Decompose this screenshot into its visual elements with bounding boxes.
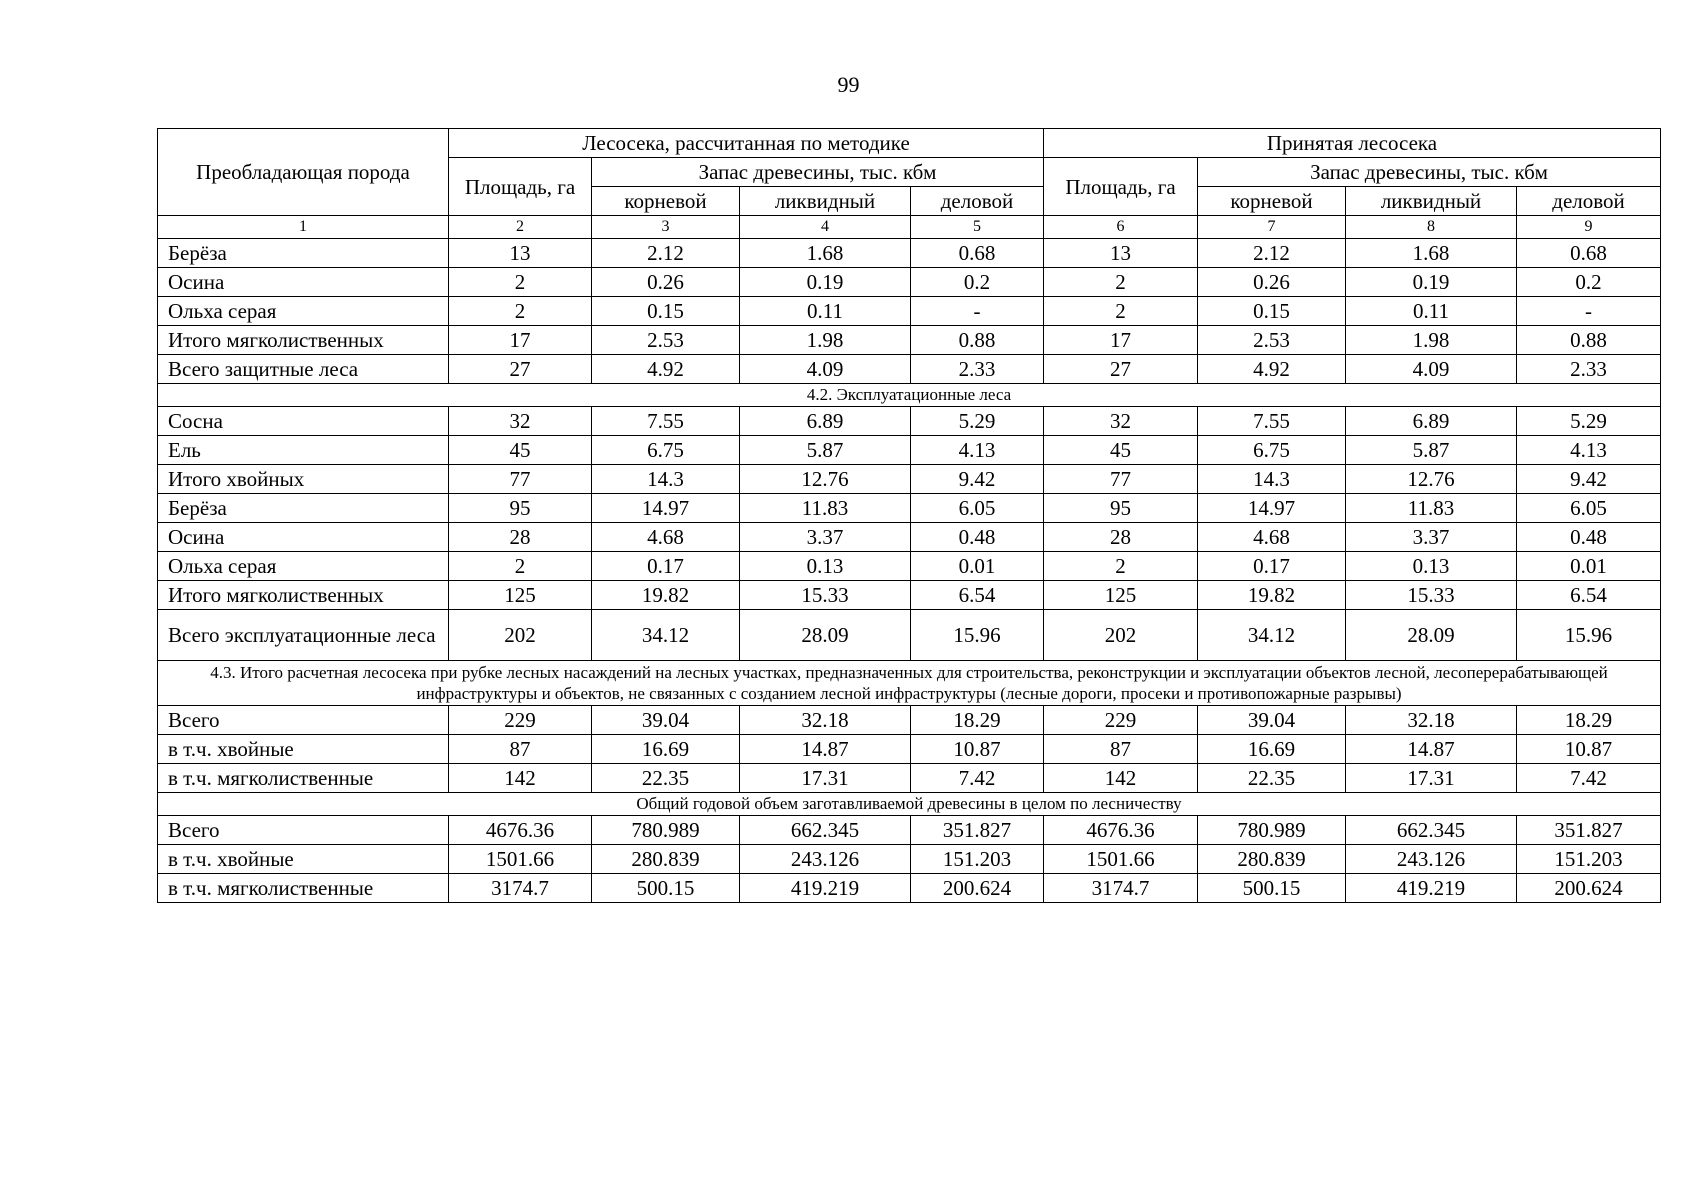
value-cell: 0.26 — [1198, 268, 1346, 297]
value-cell: 4.92 — [1198, 355, 1346, 384]
value-cell: 22.35 — [1198, 764, 1346, 793]
value-cell: 0.48 — [911, 523, 1044, 552]
value-cell: 0.2 — [1517, 268, 1661, 297]
value-cell: 45 — [449, 436, 592, 465]
section-title: 4.2. Эксплуатационные леса — [158, 384, 1661, 407]
table-row — [158, 297, 1661, 326]
column-number: 8 — [1346, 216, 1517, 239]
value-cell: 17.31 — [1346, 764, 1517, 793]
table-row — [158, 581, 1661, 610]
value-cell: 15.96 — [1517, 610, 1661, 661]
value-cell: 4.13 — [1517, 436, 1661, 465]
value-cell: 14.97 — [592, 494, 740, 523]
value-cell: 4676.36 — [1044, 816, 1198, 845]
value-cell: 10.87 — [1517, 735, 1661, 764]
value-cell: 77 — [449, 465, 592, 494]
value-cell: 5.29 — [1517, 407, 1661, 436]
value-cell: 7.42 — [1517, 764, 1661, 793]
value-cell: 5.29 — [911, 407, 1044, 436]
column-number: 2 — [449, 216, 592, 239]
table-row — [158, 523, 1661, 552]
value-cell: 5.87 — [1346, 436, 1517, 465]
value-cell: 9.42 — [911, 465, 1044, 494]
column-number: 9 — [1517, 216, 1661, 239]
page-number: 99 — [837, 72, 860, 97]
value-cell: 4.68 — [1198, 523, 1346, 552]
value-cell: 2 — [1044, 552, 1198, 581]
value-cell: - — [911, 297, 1044, 326]
value-cell: 0.01 — [911, 552, 1044, 581]
value-cell: 17.31 — [740, 764, 911, 793]
value-cell: 28.09 — [740, 610, 911, 661]
value-cell: 280.839 — [1198, 845, 1346, 874]
root-header-calc: корневой — [592, 187, 740, 216]
value-cell: 32 — [1044, 407, 1198, 436]
table-row — [158, 610, 1661, 661]
column-number: 1 — [158, 216, 449, 239]
value-cell: 780.989 — [1198, 816, 1346, 845]
value-cell: 13 — [449, 239, 592, 268]
value-cell: 0.13 — [1346, 552, 1517, 581]
value-cell: 229 — [449, 706, 592, 735]
value-cell: 0.15 — [592, 297, 740, 326]
value-cell: 0.15 — [1198, 297, 1346, 326]
value-cell: 0.01 — [1517, 552, 1661, 581]
value-cell: 3.37 — [740, 523, 911, 552]
value-cell: 0.68 — [911, 239, 1044, 268]
value-cell: 125 — [1044, 581, 1198, 610]
liquid-header-calc: ликвидный — [740, 187, 911, 216]
species-cell: Ель — [158, 436, 449, 465]
value-cell: 95 — [449, 494, 592, 523]
value-cell: 4.09 — [1346, 355, 1517, 384]
table-row — [158, 706, 1661, 735]
table-row — [158, 735, 1661, 764]
value-cell: 77 — [1044, 465, 1198, 494]
value-cell: 7.42 — [911, 764, 1044, 793]
value-cell: 1.68 — [740, 239, 911, 268]
species-cell: Осина — [158, 523, 449, 552]
stock-header-calc: Запас древесины, тыс. кбм — [592, 158, 1044, 187]
value-cell: 14.97 — [1198, 494, 1346, 523]
value-cell: 14.87 — [1346, 735, 1517, 764]
table-row — [158, 407, 1661, 436]
value-cell: 39.04 — [1198, 706, 1346, 735]
value-cell: 280.839 — [592, 845, 740, 874]
value-cell: 18.29 — [911, 706, 1044, 735]
value-cell: 28 — [1044, 523, 1198, 552]
value-cell: 200.624 — [1517, 874, 1661, 903]
species-cell: Берёза — [158, 239, 449, 268]
species-cell: в т.ч. хвойные — [158, 845, 449, 874]
species-cell: Осина — [158, 268, 449, 297]
value-cell: 662.345 — [740, 816, 911, 845]
value-cell: 1501.66 — [1044, 845, 1198, 874]
value-cell: 0.88 — [1517, 326, 1661, 355]
value-cell: 3174.7 — [1044, 874, 1198, 903]
value-cell: 6.89 — [740, 407, 911, 436]
value-cell: 0.13 — [740, 552, 911, 581]
value-cell: 2 — [449, 297, 592, 326]
value-cell: 419.219 — [1346, 874, 1517, 903]
section-infrastructure — [158, 661, 1661, 706]
value-cell: 4.68 — [592, 523, 740, 552]
value-cell: 10.87 — [911, 735, 1044, 764]
value-cell: 2.53 — [1198, 326, 1346, 355]
value-cell: 12.76 — [740, 465, 911, 494]
value-cell: 11.83 — [1346, 494, 1517, 523]
value-cell: 4676.36 — [449, 816, 592, 845]
species-cell: Итого мягколиственных — [158, 326, 449, 355]
value-cell: 87 — [449, 735, 592, 764]
value-cell: 5.87 — [740, 436, 911, 465]
value-cell: 0.88 — [911, 326, 1044, 355]
table-row — [158, 874, 1661, 903]
value-cell: 7.55 — [1198, 407, 1346, 436]
value-cell: 15.33 — [740, 581, 911, 610]
value-cell: - — [1517, 297, 1661, 326]
value-cell: 151.203 — [911, 845, 1044, 874]
value-cell: 0.19 — [1346, 268, 1517, 297]
value-cell: 15.33 — [1346, 581, 1517, 610]
species-cell: Ольха серая — [158, 297, 449, 326]
table-row — [158, 494, 1661, 523]
value-cell: 500.15 — [592, 874, 740, 903]
value-cell: 2.53 — [592, 326, 740, 355]
column-number: 5 — [911, 216, 1044, 239]
column-number: 6 — [1044, 216, 1198, 239]
value-cell: 662.345 — [1346, 816, 1517, 845]
value-cell: 3.37 — [1346, 523, 1517, 552]
value-cell: 0.17 — [592, 552, 740, 581]
value-cell: 0.17 — [1198, 552, 1346, 581]
value-cell: 32.18 — [740, 706, 911, 735]
value-cell: 16.69 — [592, 735, 740, 764]
value-cell: 11.83 — [740, 494, 911, 523]
value-cell: 419.219 — [740, 874, 911, 903]
value-cell: 18.29 — [1517, 706, 1661, 735]
table-body — [158, 216, 1661, 903]
value-cell: 3174.7 — [449, 874, 592, 903]
value-cell: 351.827 — [911, 816, 1044, 845]
table-row — [158, 845, 1661, 874]
value-cell: 13 — [1044, 239, 1198, 268]
liquid-header-accepted: ликвидный — [1346, 187, 1517, 216]
value-cell: 34.12 — [1198, 610, 1346, 661]
species-cell: в т.ч. хвойные — [158, 735, 449, 764]
value-cell: 16.69 — [1198, 735, 1346, 764]
value-cell: 351.827 — [1517, 816, 1661, 845]
section-annual-total — [158, 793, 1661, 816]
root-header-accepted: корневой — [1198, 187, 1346, 216]
value-cell: 1.98 — [1346, 326, 1517, 355]
harvest-volume-table — [157, 128, 1661, 903]
column-number-row — [158, 216, 1661, 239]
value-cell: 6.05 — [911, 494, 1044, 523]
value-cell: 27 — [1044, 355, 1198, 384]
value-cell: 17 — [1044, 326, 1198, 355]
table-row — [158, 436, 1661, 465]
section-exploitation-forests — [158, 384, 1661, 407]
value-cell: 34.12 — [592, 610, 740, 661]
value-cell: 202 — [1044, 610, 1198, 661]
value-cell: 142 — [449, 764, 592, 793]
value-cell: 780.989 — [592, 816, 740, 845]
value-cell: 14.87 — [740, 735, 911, 764]
value-cell: 125 — [449, 581, 592, 610]
area-header-calc: Площадь, га — [449, 158, 592, 216]
value-cell: 2.12 — [1198, 239, 1346, 268]
value-cell: 0.2 — [911, 268, 1044, 297]
species-cell: Всего — [158, 816, 449, 845]
value-cell: 0.48 — [1517, 523, 1661, 552]
value-cell: 87 — [1044, 735, 1198, 764]
species-header: Преобладающая порода — [158, 129, 449, 216]
business-header-calc: деловой — [911, 187, 1044, 216]
value-cell: 229 — [1044, 706, 1198, 735]
value-cell: 4.09 — [740, 355, 911, 384]
value-cell: 6.54 — [1517, 581, 1661, 610]
value-cell: 28.09 — [1346, 610, 1517, 661]
value-cell: 1.98 — [740, 326, 911, 355]
table-row — [158, 465, 1661, 494]
table-row — [158, 268, 1661, 297]
column-number: 7 — [1198, 216, 1346, 239]
value-cell: 15.96 — [911, 610, 1044, 661]
column-number: 3 — [592, 216, 740, 239]
species-cell: Итого мягколиственных — [158, 581, 449, 610]
value-cell: 17 — [449, 326, 592, 355]
value-cell: 151.203 — [1517, 845, 1661, 874]
species-cell: в т.ч. мягколиственные — [158, 874, 449, 903]
table-row — [158, 355, 1661, 384]
value-cell: 19.82 — [592, 581, 740, 610]
value-cell: 2 — [449, 268, 592, 297]
value-cell: 243.126 — [1346, 845, 1517, 874]
value-cell: 0.11 — [740, 297, 911, 326]
value-cell: 6.54 — [911, 581, 1044, 610]
section-title: Общий годовой объем заготавливаемой древесины в целом по лесничеству — [158, 793, 1661, 816]
value-cell: 0.68 — [1517, 239, 1661, 268]
value-cell: 202 — [449, 610, 592, 661]
table-row — [158, 239, 1661, 268]
value-cell: 95 — [1044, 494, 1198, 523]
value-cell: 32.18 — [1346, 706, 1517, 735]
stock-header-accepted: Запас древесины, тыс. кбм — [1198, 158, 1661, 187]
value-cell: 2.12 — [592, 239, 740, 268]
value-cell: 28 — [449, 523, 592, 552]
value-cell: 7.55 — [592, 407, 740, 436]
value-cell: 22.35 — [592, 764, 740, 793]
value-cell: 19.82 — [1198, 581, 1346, 610]
value-cell: 500.15 — [1198, 874, 1346, 903]
business-header-accepted: деловой — [1517, 187, 1661, 216]
species-cell: в т.ч. мягколиственные — [158, 764, 449, 793]
table-row — [158, 552, 1661, 581]
value-cell: 0.11 — [1346, 297, 1517, 326]
value-cell: 4.92 — [592, 355, 740, 384]
value-cell: 200.624 — [911, 874, 1044, 903]
section-title: 4.3. Итого расчетная лесосека при рубке лесных насаждений на лесных участках, предназначенных для строительства, реконструкции и эксплуатации объектов лесной, лесоперерабатывающей инфраструктуры и объектов, не связанных с созданием лесной инфраструктуры (лесные дороги, просеки и противопожарные разрывы) — [158, 661, 1661, 706]
value-cell: 27 — [449, 355, 592, 384]
value-cell: 1.68 — [1346, 239, 1517, 268]
value-cell: 2 — [1044, 297, 1198, 326]
value-cell: 2.33 — [911, 355, 1044, 384]
table-row — [158, 816, 1661, 845]
species-cell: Ольха серая — [158, 552, 449, 581]
value-cell: 9.42 — [1517, 465, 1661, 494]
value-cell: 14.3 — [592, 465, 740, 494]
value-cell: 6.05 — [1517, 494, 1661, 523]
species-cell: Берёза — [158, 494, 449, 523]
value-cell: 0.19 — [740, 268, 911, 297]
value-cell: 32 — [449, 407, 592, 436]
value-cell: 2.33 — [1517, 355, 1661, 384]
calculated-cutting-area-header: Лесосека, рассчитанная по методике — [449, 129, 1044, 158]
value-cell: 39.04 — [592, 706, 740, 735]
area-header-accepted: Площадь, га — [1044, 158, 1198, 216]
table-row — [158, 326, 1661, 355]
value-cell: 243.126 — [740, 845, 911, 874]
value-cell: 6.75 — [1198, 436, 1346, 465]
table-header — [158, 129, 1661, 216]
value-cell: 45 — [1044, 436, 1198, 465]
value-cell: 6.89 — [1346, 407, 1517, 436]
species-cell: Всего защитные леса — [158, 355, 449, 384]
value-cell: 142 — [1044, 764, 1198, 793]
species-cell: Итого хвойных — [158, 465, 449, 494]
value-cell: 1501.66 — [449, 845, 592, 874]
column-number: 4 — [740, 216, 911, 239]
accepted-cutting-area-header: Принятая лесосека — [1044, 129, 1661, 158]
value-cell: 2 — [449, 552, 592, 581]
value-cell: 6.75 — [592, 436, 740, 465]
value-cell: 0.26 — [592, 268, 740, 297]
table-row — [158, 764, 1661, 793]
species-cell: Всего — [158, 706, 449, 735]
species-cell: Сосна — [158, 407, 449, 436]
value-cell: 14.3 — [1198, 465, 1346, 494]
value-cell: 2 — [1044, 268, 1198, 297]
species-cell: Всего эксплуатационные леса — [158, 610, 449, 661]
value-cell: 12.76 — [1346, 465, 1517, 494]
value-cell: 4.13 — [911, 436, 1044, 465]
